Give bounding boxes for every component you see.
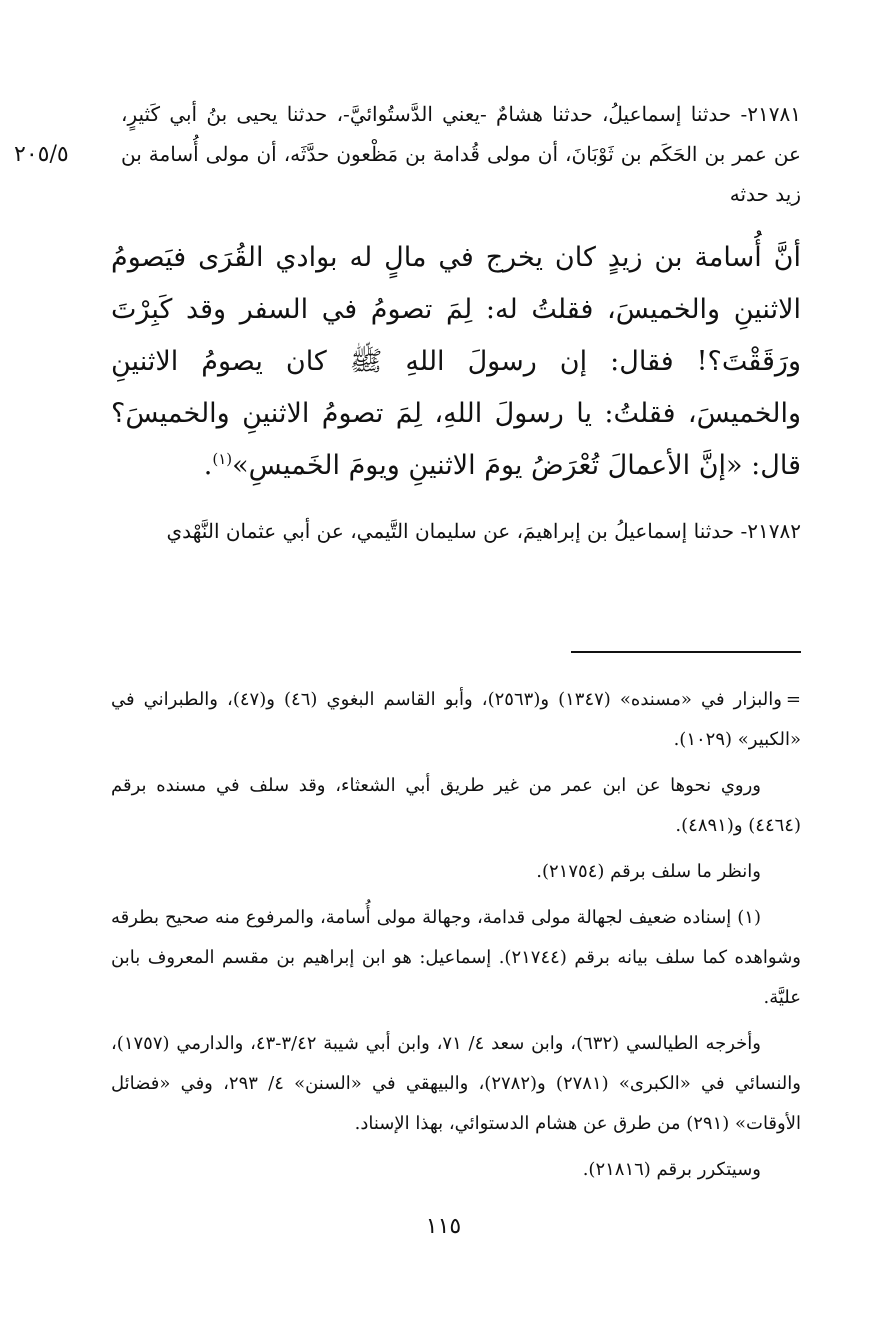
footnote-1: (١) إسناده ضعيف لجهالة مولى قدامة، وجهالة مولى أُسامة، والمرفوع منه صحيح بطرقه وشواهده كما سلف بيانه برقم (٢١٧٤٤). إسماعيل: هو ابن إبراهيم بن مقسم المعروف بابن عليَّة.	[111, 907, 801, 1008]
footnote-paragraph: وانظر ما سلف برقم (٢١٧٥٤).	[536, 861, 761, 882]
hadith-21782-isnad: ٢١٧٨٢- حدثنا إسماعيلُ بن إبراهيمَ، عن سليمان التَّيمي، عن أبي عثمان النَّهْدي	[166, 519, 801, 543]
footnote-paragraph: وأخرجه الطيالسي (٦٣٢)، وابن سعد ٤/ ٧١، وابن أبي شيبة ٣/٤٢-٤٣، والدارمي (١٧٥٧)، والنسائي في «الكبرى» (٢٧٨١) و(٢٧٨٢)، والبيهقي في «السنن» ٤/ ٢٩٣، وفي «فضائل الأوقات» (٢٩١) من طرق عن هشام الدستوائي، بهذا الإسناد.	[111, 1033, 801, 1134]
footnote-continuation: = والبزار في «مسنده» (١٣٤٧) و(٢٥٦٣)، وأبو القاسم البغوي (٤٦) و(٤٧)، والطبراني في «الكبير» (١٠٢٩).	[111, 680, 801, 760]
footnotes-section	[111, 680, 801, 1196]
hadith-21781-matn-text: أنَّ أُسامة بن زيدٍ كان يخرج في مالٍ له بوادي القُرَى فيَصومُ الاثنينِ والخميسَ، فقلتُ له: لِمَ تصومُ في السفر وقد كَبِرْتَ ورَقَقْتَ؟! فقال: إن رسولَ اللهِ ﷺ كان يصومُ الاثنينِ والخميسَ، فقلتُ: يا رسولَ اللهِ، لِمَ تصومُ الاثنينِ والخميسَ؟ قال: «إنَّ الأعمالَ تُعْرَضُ يومَ الاثنينِ ويومَ الخَميسِ»	[111, 242, 801, 481]
footnote-paragraph: وسيتكرر برقم (٢١٨١٦).	[582, 1159, 761, 1180]
footnote-marker: (١)	[212, 450, 233, 468]
footnote-separator	[571, 651, 801, 653]
margin-volume-page-reference: ٢٠٥/٥	[14, 142, 69, 167]
page-number: ١١٥	[425, 1214, 462, 1239]
hadith-21781-matn	[111, 232, 801, 492]
footnote-paragraph: وروي نحوها عن ابن عمر من غير طريق أبي الشعثاء، وقد سلف في مسنده برقم (٤٤٦٤) و(٤٨٩١).	[111, 775, 801, 836]
hadith-21781-isnad: ٢١٧٨١- حدثنا إسماعيلُ، حدثنا هشامٌ -يعني الدَّستُوائيَّ-، حدثنا يحيى بنُ أبي كَثيرٍ، عن عمر بن الحَكَم بن ثَوْبَانَ، أن مولى قُدامة بن مَظْعون حدَّثَه، أن مولى أُسامة بن زيد حدثه	[121, 102, 801, 206]
hadith-21781-end-mark: .	[203, 450, 213, 481]
